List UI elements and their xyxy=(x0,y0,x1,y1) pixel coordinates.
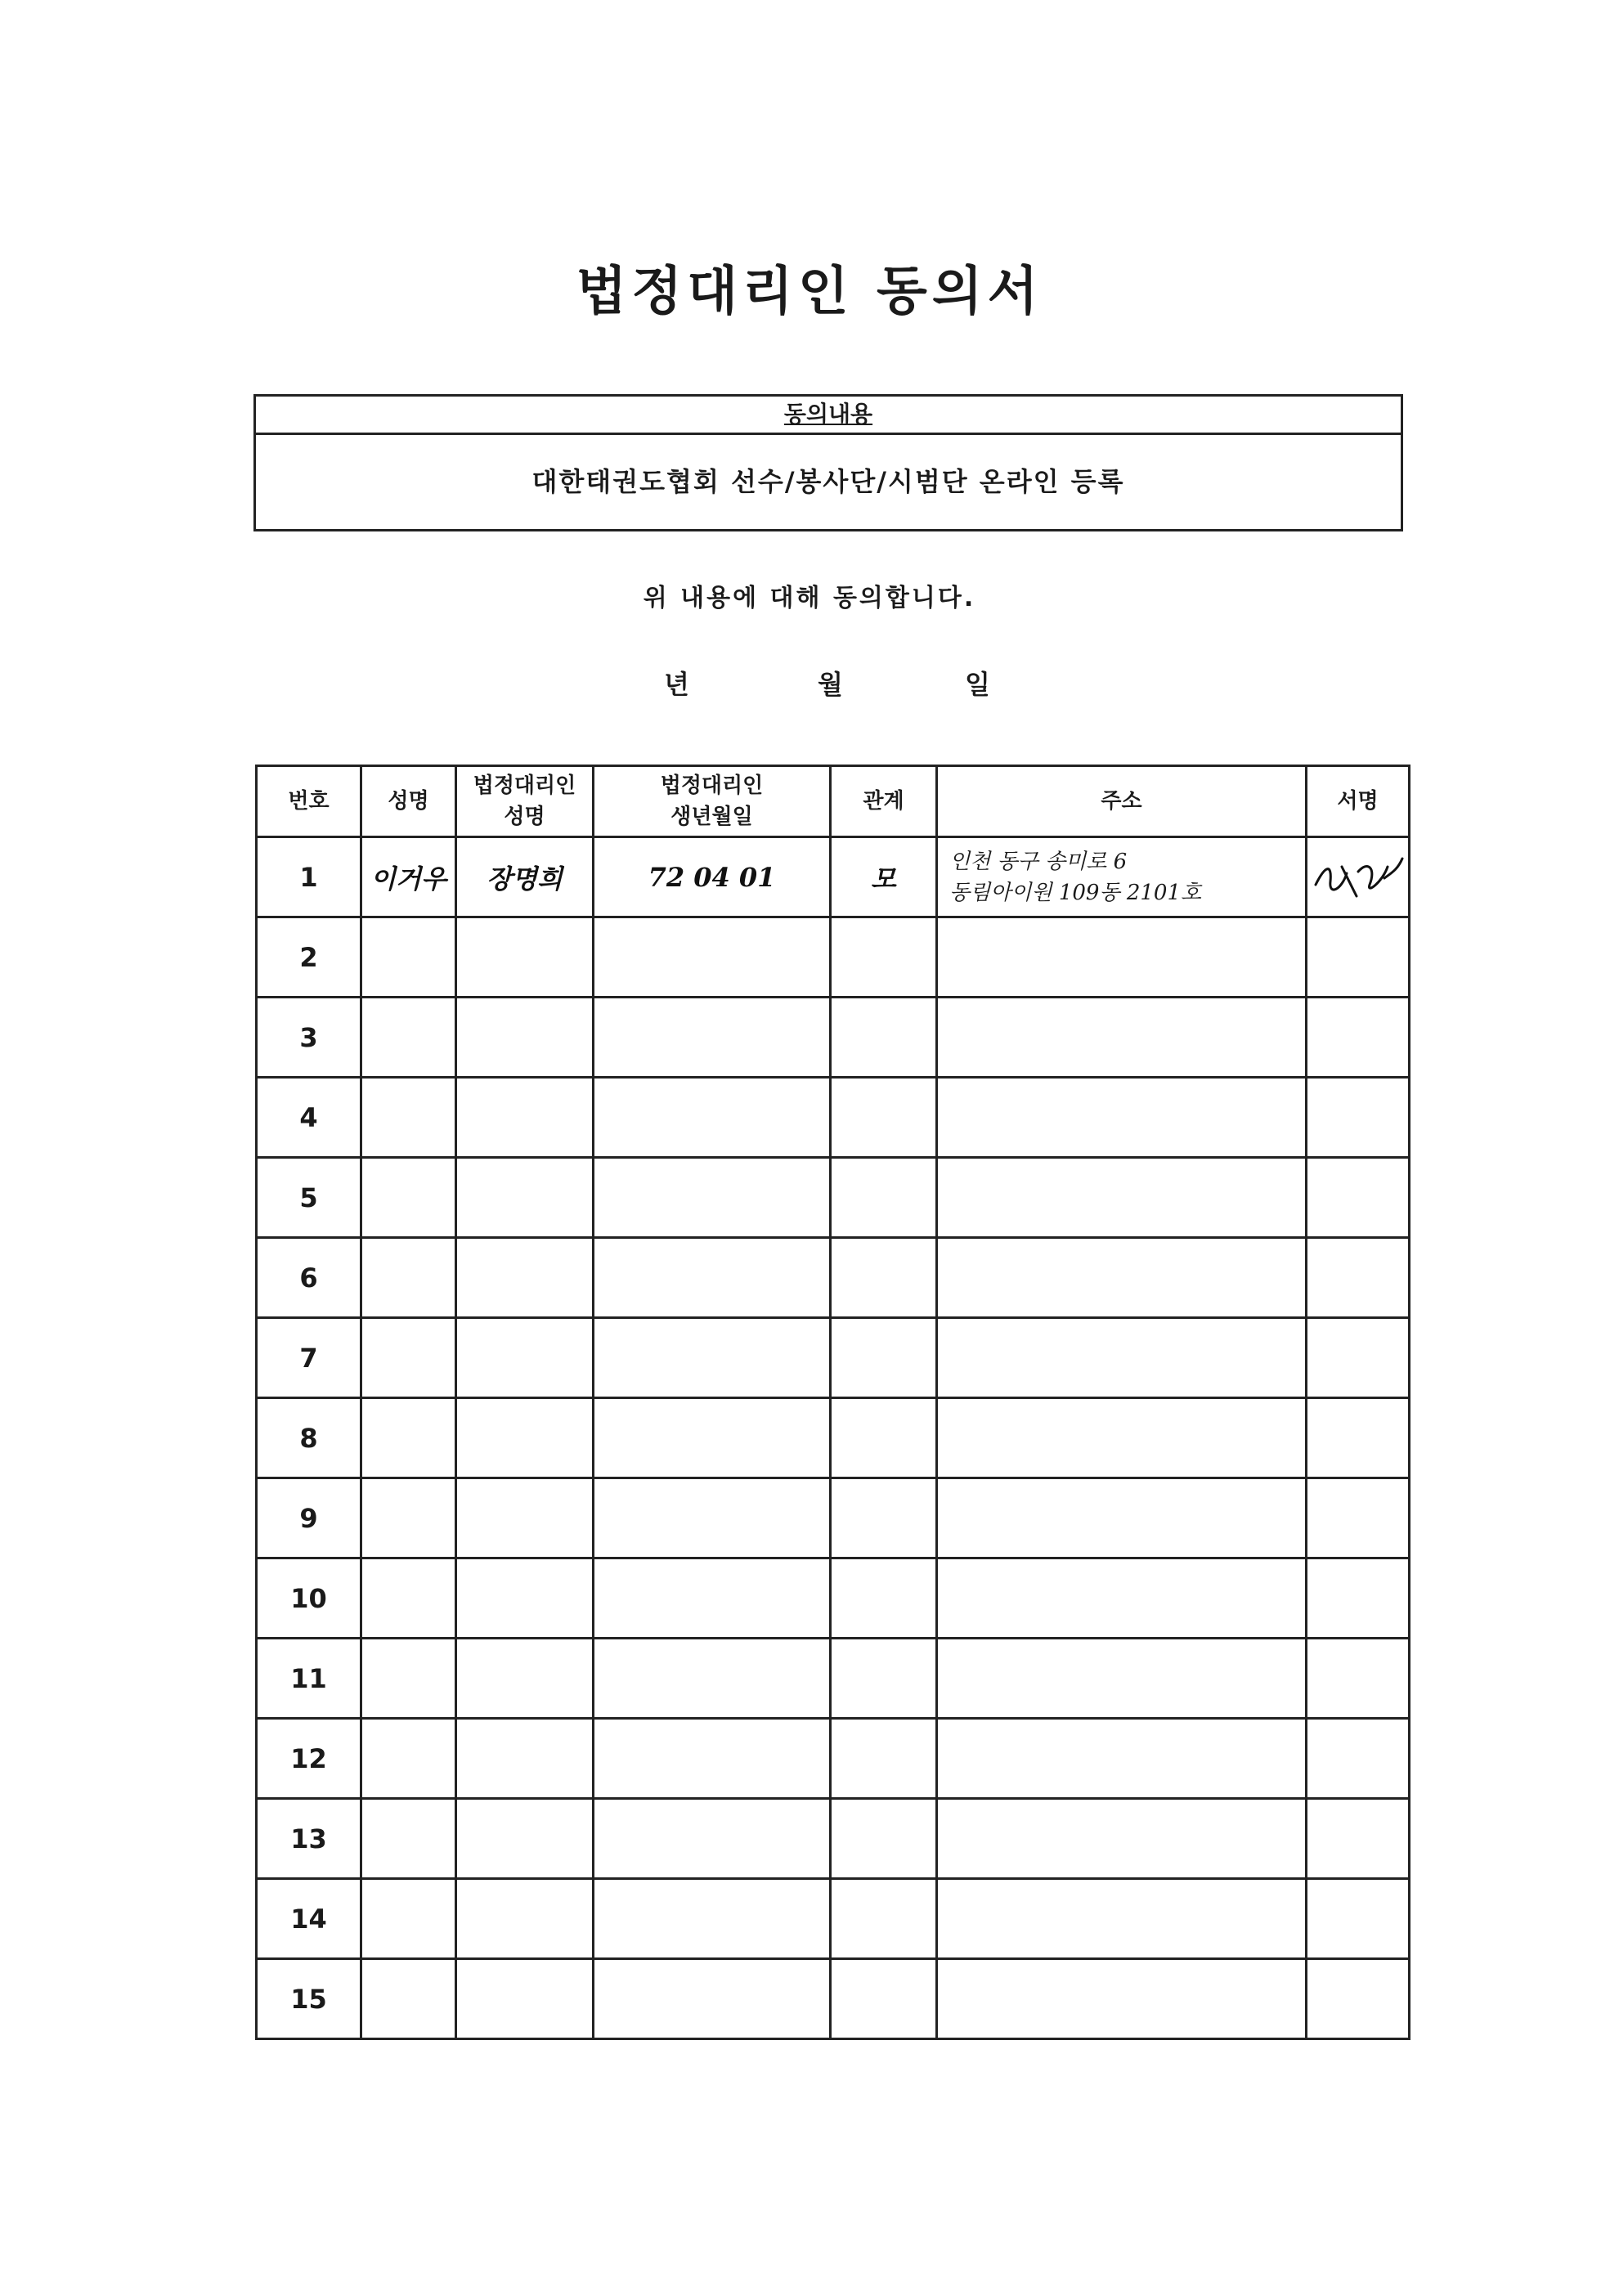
row-guardian-birth[interactable] xyxy=(594,917,831,998)
row-no: 11 xyxy=(257,1639,361,1719)
table-header-row xyxy=(257,766,1410,837)
row-no: 1 xyxy=(257,837,361,917)
row-guardian-name[interactable] xyxy=(456,917,594,998)
row-guardian-name[interactable]: 장명희 xyxy=(456,837,594,917)
header-guardian-birth-line2: 생년월일 xyxy=(670,805,753,829)
row-address-line1: 인천 동구 송미로 6 xyxy=(949,849,1128,874)
row-relation[interactable] xyxy=(831,1959,937,2039)
row-name[interactable] xyxy=(361,998,456,1078)
row-address[interactable] xyxy=(937,1959,1307,2039)
row-no: 3 xyxy=(257,998,361,1078)
row-signature[interactable] xyxy=(1307,1078,1410,1158)
row-no: 6 xyxy=(257,1238,361,1318)
date-year-label: 년 xyxy=(664,669,689,700)
row-name[interactable] xyxy=(361,1558,456,1639)
row-signature[interactable] xyxy=(1307,1959,1410,2039)
row-guardian-name[interactable] xyxy=(456,1719,594,1799)
row-guardian-birth[interactable] xyxy=(594,1959,831,2039)
row-guardian-name[interactable] xyxy=(456,1799,594,1879)
row-address[interactable] xyxy=(937,1558,1307,1639)
row-address[interactable] xyxy=(937,1078,1307,1158)
row-address[interactable] xyxy=(937,1398,1307,1478)
row-guardian-birth[interactable] xyxy=(594,1558,831,1639)
row-name[interactable] xyxy=(361,1158,456,1238)
header-relation: 관계 xyxy=(831,766,937,837)
row-relation[interactable] xyxy=(831,1158,937,1238)
date-month-label: 월 xyxy=(818,669,843,700)
row-name[interactable] xyxy=(361,1318,456,1398)
row-name[interactable] xyxy=(361,1238,456,1318)
row-address[interactable] xyxy=(937,917,1307,998)
row-name[interactable] xyxy=(361,1639,456,1719)
row-guardian-name[interactable] xyxy=(456,1398,594,1478)
row-no: 15 xyxy=(257,1959,361,2039)
row-guardian-name[interactable] xyxy=(456,1078,594,1158)
row-guardian-birth[interactable] xyxy=(594,1799,831,1879)
row-name[interactable] xyxy=(361,1398,456,1478)
row-guardian-name[interactable] xyxy=(456,1478,594,1558)
row-signature[interactable] xyxy=(1307,1478,1410,1558)
row-name[interactable] xyxy=(361,1719,456,1799)
row-guardian-name[interactable] xyxy=(456,1959,594,2039)
row-signature[interactable] xyxy=(1307,1318,1410,1398)
row-no: 5 xyxy=(257,1158,361,1238)
row-guardian-birth[interactable] xyxy=(594,1719,831,1799)
row-relation[interactable] xyxy=(831,1478,937,1558)
signature-mark xyxy=(1309,849,1407,906)
row-name[interactable]: 이거우 xyxy=(361,837,456,917)
row-guardian-name[interactable] xyxy=(456,1238,594,1318)
row-no: 10 xyxy=(257,1558,361,1639)
row-no: 9 xyxy=(257,1478,361,1558)
row-signature[interactable] xyxy=(1307,1879,1410,1959)
row-signature[interactable] xyxy=(1307,1238,1410,1318)
row-signature[interactable] xyxy=(1307,1719,1410,1799)
row-signature[interactable] xyxy=(1307,1398,1410,1478)
header-guardian-name-line2: 성명 xyxy=(504,805,545,829)
row-address[interactable] xyxy=(937,1799,1307,1879)
row-address[interactable] xyxy=(937,1478,1307,1558)
row-guardian-name[interactable] xyxy=(456,1558,594,1639)
row-relation[interactable] xyxy=(831,1799,937,1879)
row-name[interactable] xyxy=(361,1879,456,1959)
row-address[interactable] xyxy=(937,1158,1307,1238)
row-guardian-name[interactable] xyxy=(456,1639,594,1719)
row-relation[interactable] xyxy=(831,1078,937,1158)
row-relation[interactable] xyxy=(831,1558,937,1639)
agree-statement: 위 내용에 대해 동의합니다. xyxy=(643,584,976,612)
table-row xyxy=(257,1478,1410,1558)
row-no: 12 xyxy=(257,1719,361,1799)
row-no: 2 xyxy=(257,917,361,998)
row-no: 8 xyxy=(257,1398,361,1478)
table-row xyxy=(257,1879,1410,1959)
row-address[interactable] xyxy=(937,1639,1307,1719)
consent-body: 대한태권도협회 선수/봉사단/시범단 온라인 등록 xyxy=(531,466,1125,497)
row-relation[interactable] xyxy=(831,998,937,1078)
row-no: 13 xyxy=(257,1799,361,1879)
row-no: 7 xyxy=(257,1318,361,1398)
row-address[interactable] xyxy=(937,837,1307,917)
row-name[interactable] xyxy=(361,1078,456,1158)
row-address[interactable] xyxy=(937,1318,1307,1398)
row-relation[interactable] xyxy=(831,1719,937,1799)
row-relation[interactable] xyxy=(831,917,937,998)
header-no: 번호 xyxy=(257,766,361,837)
row-guardian-birth[interactable] xyxy=(594,1318,831,1398)
header-guardian-name-line1: 법정대리인 xyxy=(473,774,576,798)
table-row xyxy=(257,1799,1410,1879)
row-relation[interactable] xyxy=(831,1398,937,1478)
row-guardian-name[interactable] xyxy=(456,1158,594,1238)
row-address[interactable] xyxy=(937,1238,1307,1318)
row-signature[interactable] xyxy=(1307,1158,1410,1238)
row-guardian-birth[interactable] xyxy=(594,1879,831,1959)
row-address[interactable] xyxy=(937,1879,1307,1959)
registration-table xyxy=(255,765,1410,2040)
row-guardian-name[interactable] xyxy=(456,998,594,1078)
row-signature[interactable] xyxy=(1307,998,1410,1078)
header-signature: 서명 xyxy=(1307,766,1410,837)
consent-header: 동의내용 xyxy=(256,397,1401,435)
header-guardian-birth xyxy=(594,766,831,837)
table-row xyxy=(257,837,1410,917)
page-title: 법정대리인 동의서 xyxy=(576,262,1043,322)
table-row xyxy=(257,1158,1410,1238)
table-row xyxy=(257,998,1410,1078)
row-guardian-name[interactable] xyxy=(456,1879,594,1959)
row-guardian-name[interactable] xyxy=(456,1318,594,1398)
row-guardian-birth[interactable] xyxy=(594,1478,831,1558)
row-relation[interactable] xyxy=(831,1879,937,1959)
row-address-line2: 동림아이원 109동 2101호 xyxy=(949,880,1202,905)
row-signature[interactable] xyxy=(1307,837,1410,917)
table-row xyxy=(257,1959,1410,2039)
row-relation[interactable]: 모 xyxy=(831,837,937,917)
row-relation[interactable] xyxy=(831,1318,937,1398)
row-address[interactable] xyxy=(937,1719,1307,1799)
table-row xyxy=(257,1078,1410,1158)
row-no: 4 xyxy=(257,1078,361,1158)
row-guardian-birth[interactable] xyxy=(594,1639,831,1719)
table-row xyxy=(257,1558,1410,1639)
row-guardian-birth[interactable] xyxy=(594,998,831,1078)
row-name[interactable] xyxy=(361,1478,456,1558)
consent-content-box xyxy=(253,394,1403,531)
table-row xyxy=(257,917,1410,998)
table-row xyxy=(257,1318,1410,1398)
row-guardian-birth[interactable]: 72 04 01 xyxy=(594,837,831,917)
table-row xyxy=(257,1719,1410,1799)
row-name[interactable] xyxy=(361,1799,456,1879)
table-row xyxy=(257,1238,1410,1318)
row-name[interactable] xyxy=(361,1959,456,2039)
header-guardian-name xyxy=(456,766,594,837)
header-guardian-birth-line1: 법정대리인 xyxy=(660,774,764,798)
row-signature[interactable] xyxy=(1307,917,1410,998)
row-name[interactable] xyxy=(361,917,456,998)
header-address: 주소 xyxy=(937,766,1307,837)
row-relation[interactable] xyxy=(831,1238,937,1318)
header-name: 성명 xyxy=(361,766,456,837)
table-row xyxy=(257,1398,1410,1478)
row-guardian-birth[interactable] xyxy=(594,1238,831,1318)
row-guardian-birth[interactable] xyxy=(594,1078,831,1158)
table-row xyxy=(257,1639,1410,1719)
date-day-label: 일 xyxy=(965,669,990,700)
row-guardian-birth[interactable] xyxy=(594,1398,831,1478)
row-address[interactable] xyxy=(937,998,1307,1078)
row-signature[interactable] xyxy=(1307,1799,1410,1879)
row-signature[interactable] xyxy=(1307,1639,1410,1719)
row-relation[interactable] xyxy=(831,1639,937,1719)
row-guardian-birth[interactable] xyxy=(594,1158,831,1238)
row-signature[interactable] xyxy=(1307,1558,1410,1639)
row-no: 14 xyxy=(257,1879,361,1959)
